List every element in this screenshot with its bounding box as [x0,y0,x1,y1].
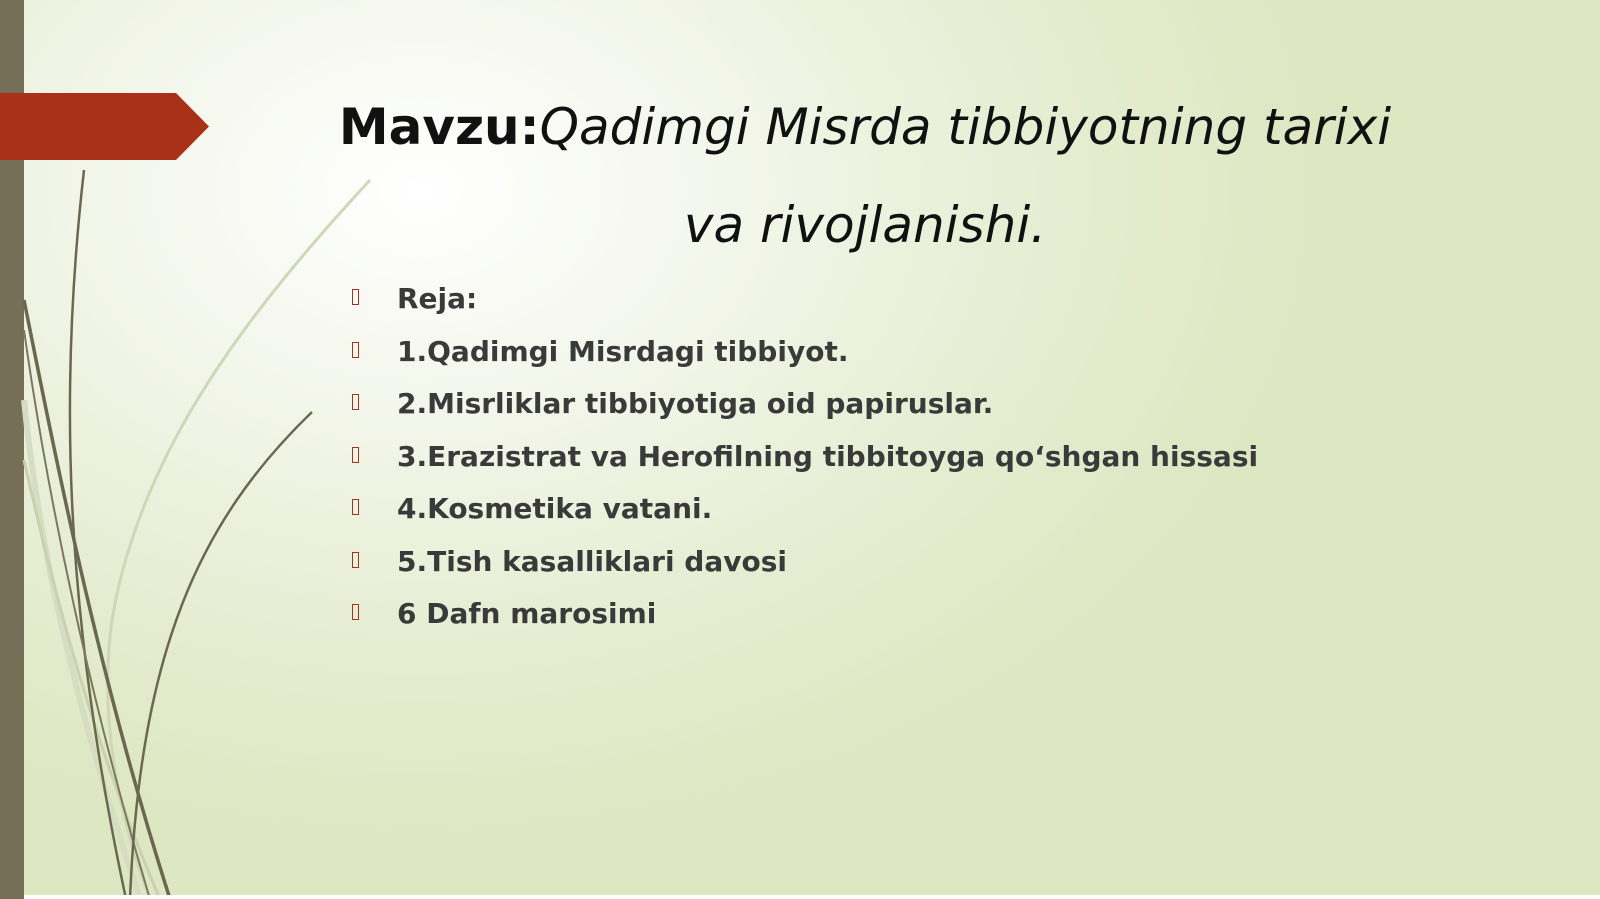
title-label: Mavzu: [338,98,540,156]
bullet-box-icon [352,342,359,358]
list-item [352,489,1452,542]
bullet-box-icon [352,552,359,568]
list-item-text: 2.Misrliklar tibbiyotiga oid papiruslar. [397,387,994,420]
list-item-text: 3.Erazistrat va Herofilning tibbitoyga qo‘shgan hissasi [397,439,1259,473]
list-item [352,594,1452,647]
slide-title [330,78,1400,274]
list-item-text: 6 Dafn marosimi [397,597,657,630]
list-item-text: Reja: [397,282,478,315]
list-item [352,332,1452,385]
bullet-box-icon [352,499,359,515]
bullet-box-icon [352,394,359,410]
bullet-box-icon [352,604,359,620]
bottom-strip [24,895,1600,899]
list-item [352,542,1452,595]
list-item-text: 4.Kosmetika vatani. [397,492,713,525]
plan-list [352,279,1452,647]
list-item-text: 1.Qadimgi Misrdagi tibbiyot. [397,334,849,368]
bullet-box-icon [352,289,359,305]
title-topic: Qadimgi Misrda tibbiyotning tarixi va rivojlanishi. [539,98,1392,254]
arrow-tab-icon [0,93,209,160]
list-item [352,437,1452,490]
list-item [352,384,1452,437]
bullet-box-icon [352,447,359,463]
list-item-text: 5.Tish kasalliklari davosi [397,544,787,578]
list-item-heading [352,279,1452,332]
